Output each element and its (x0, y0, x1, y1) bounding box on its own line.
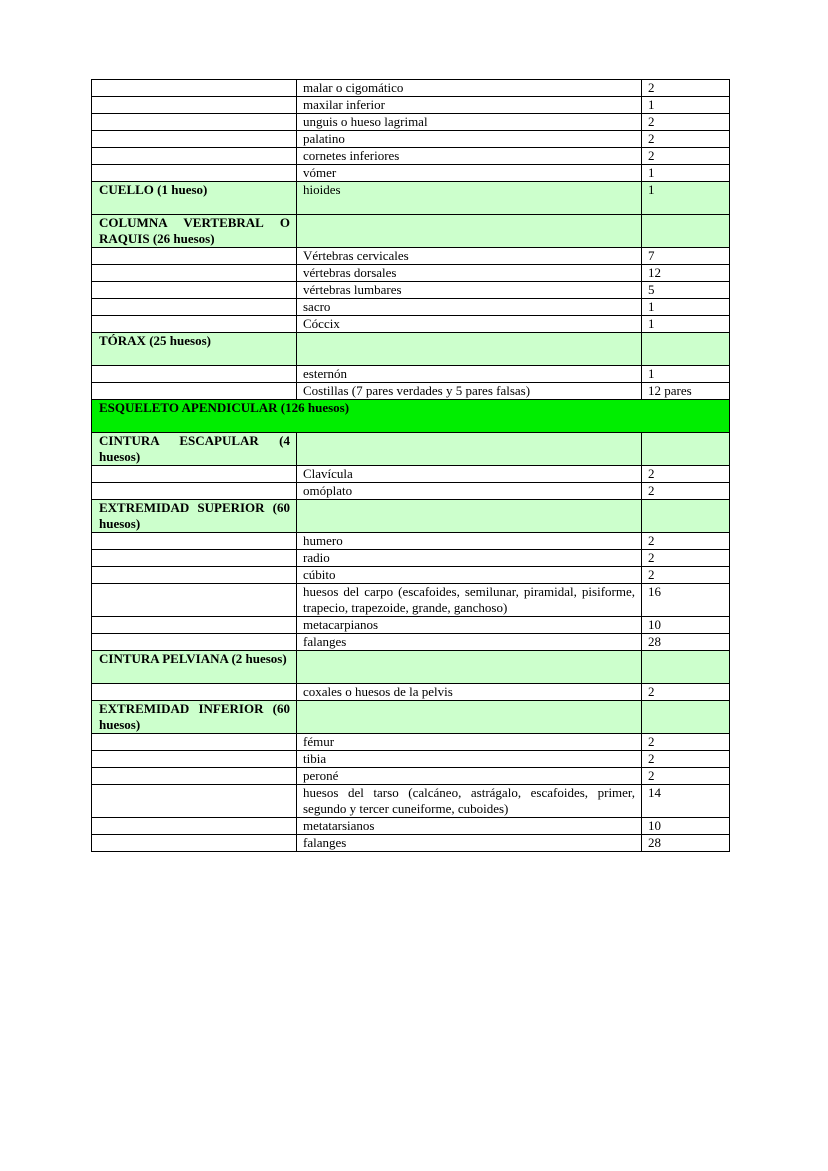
table-row (92, 768, 730, 785)
bone-name (297, 500, 642, 533)
section-category: CINTURA PELVIANA (2 huesos) (92, 651, 297, 684)
category-cell-empty (92, 835, 297, 852)
bones-table (91, 79, 730, 852)
bone-count: 10 (642, 617, 730, 634)
bone-name: esternón (297, 366, 642, 383)
bone-count: 2 (642, 751, 730, 768)
table-row (92, 684, 730, 701)
table-row (92, 131, 730, 148)
table-row (92, 818, 730, 835)
bone-name (297, 701, 642, 734)
category-cell-empty (92, 550, 297, 567)
bone-name: metatarsianos (297, 818, 642, 835)
bone-count (642, 651, 730, 684)
bone-count: 2 (642, 734, 730, 751)
bone-name: maxilar inferior (297, 97, 642, 114)
bone-name: sacro (297, 299, 642, 316)
category-cell-empty (92, 684, 297, 701)
bone-name: radio (297, 550, 642, 567)
bone-count: 5 (642, 282, 730, 299)
bone-name: fémur (297, 734, 642, 751)
table-row (92, 165, 730, 182)
bone-count (642, 701, 730, 734)
table-row (92, 550, 730, 567)
bone-count: 2 (642, 483, 730, 500)
table-row (92, 567, 730, 584)
category-cell-empty (92, 131, 297, 148)
table-row (92, 734, 730, 751)
bone-count: 2 (642, 684, 730, 701)
category-cell-empty (92, 818, 297, 835)
section-row (92, 500, 730, 533)
category-cell-empty (92, 282, 297, 299)
bone-count: 7 (642, 248, 730, 265)
bone-name: huesos del tarso (calcáneo, astrágalo, escafoides, primer, segundo y tercer cuneiforme, cuboides) (297, 785, 642, 818)
section-category: CUELLO (1 hueso) (92, 182, 297, 215)
table-row (92, 617, 730, 634)
bone-count: 14 (642, 785, 730, 818)
bone-name: vértebras lumbares (297, 282, 642, 299)
bone-count: 2 (642, 148, 730, 165)
category-cell-empty (92, 634, 297, 651)
bone-count: 2 (642, 550, 730, 567)
bone-count: 10 (642, 818, 730, 835)
bone-count: 2 (642, 131, 730, 148)
bone-name (297, 333, 642, 366)
bone-count: 28 (642, 634, 730, 651)
bone-name: unguis o hueso lagrimal (297, 114, 642, 131)
bone-name: hioides (297, 182, 642, 215)
category-cell-empty (92, 299, 297, 316)
category-cell-empty (92, 248, 297, 265)
bone-count: 2 (642, 80, 730, 97)
section-category: EXTREMIDAD INFERIOR (60 huesos) (92, 701, 297, 734)
category-cell-empty (92, 466, 297, 483)
bone-count: 12 (642, 265, 730, 282)
section-row (92, 701, 730, 734)
bone-count (642, 433, 730, 466)
bone-count: 2 (642, 114, 730, 131)
section-row (92, 433, 730, 466)
bone-count: 16 (642, 584, 730, 617)
bone-count: 2 (642, 768, 730, 785)
category-cell-empty (92, 148, 297, 165)
bone-name: falanges (297, 634, 642, 651)
bone-count: 2 (642, 567, 730, 584)
bone-name (297, 433, 642, 466)
bone-count: 1 (642, 316, 730, 333)
bones-table-body (92, 80, 730, 852)
bone-name (297, 215, 642, 248)
category-cell-empty (92, 97, 297, 114)
bone-count: 1 (642, 366, 730, 383)
table-row (92, 483, 730, 500)
category-cell-empty (92, 567, 297, 584)
table-row (92, 466, 730, 483)
category-cell-empty (92, 265, 297, 282)
table-row (92, 835, 730, 852)
bone-name: tibia (297, 751, 642, 768)
bone-count: 1 (642, 165, 730, 182)
bone-name: palatino (297, 131, 642, 148)
category-cell-empty (92, 80, 297, 97)
category-cell-empty (92, 533, 297, 550)
bone-name: falanges (297, 835, 642, 852)
category-cell-empty (92, 734, 297, 751)
table-row (92, 366, 730, 383)
section-row (92, 651, 730, 684)
section-category: COLUMNA VERTEBRAL O RAQUIS (26 huesos) (92, 215, 297, 248)
bone-name: Costillas (7 pares verdades y 5 pares falsas) (297, 383, 642, 400)
table-row (92, 114, 730, 131)
table-row (92, 383, 730, 400)
bone-name: vómer (297, 165, 642, 182)
table-row (92, 299, 730, 316)
table-row (92, 80, 730, 97)
bone-name: omóplato (297, 483, 642, 500)
bone-name: huesos del carpo (escafoides, semilunar, piramidal, pisiforme, trapecio, trapezoide, grande, ganchoso) (297, 584, 642, 617)
bone-count: 2 (642, 466, 730, 483)
category-cell-empty (92, 584, 297, 617)
category-cell-empty (92, 751, 297, 768)
section-row (92, 182, 730, 215)
section-row (92, 333, 730, 366)
table-row (92, 265, 730, 282)
table-row (92, 751, 730, 768)
section-category: EXTREMIDAD SUPERIOR (60 huesos) (92, 500, 297, 533)
bone-name: Clavícula (297, 466, 642, 483)
category-cell-empty (92, 483, 297, 500)
bone-name: humero (297, 533, 642, 550)
table-row (92, 248, 730, 265)
category-cell-empty (92, 316, 297, 333)
bone-count: 28 (642, 835, 730, 852)
table-row (92, 97, 730, 114)
table-row (92, 316, 730, 333)
category-cell-empty (92, 617, 297, 634)
category-cell-empty (92, 383, 297, 400)
bone-count (642, 500, 730, 533)
bone-count: 1 (642, 299, 730, 316)
section-category: TÓRAX (25 huesos) (92, 333, 297, 366)
table-row (92, 148, 730, 165)
table-row (92, 282, 730, 299)
bone-name: coxales o huesos de la pelvis (297, 684, 642, 701)
category-cell-empty (92, 165, 297, 182)
section-category: CINTURA ESCAPULAR (4 huesos) (92, 433, 297, 466)
table-row (92, 785, 730, 818)
table-row (92, 634, 730, 651)
bone-name: Cóccix (297, 316, 642, 333)
bone-count: 12 pares (642, 383, 730, 400)
category-cell-empty (92, 366, 297, 383)
bone-name: metacarpianos (297, 617, 642, 634)
bone-name: cornetes inferiores (297, 148, 642, 165)
bone-name (297, 651, 642, 684)
bone-name: cúbito (297, 567, 642, 584)
bone-count (642, 333, 730, 366)
bone-name: Vértebras cervicales (297, 248, 642, 265)
table-row (92, 533, 730, 550)
bone-count: 1 (642, 182, 730, 215)
category-cell-empty (92, 785, 297, 818)
bone-count (642, 215, 730, 248)
bone-count: 2 (642, 533, 730, 550)
section-row (92, 215, 730, 248)
bone-name: malar o cigomático (297, 80, 642, 97)
major-section-title: ESQUELETO APENDICULAR (126 huesos) (92, 400, 730, 433)
category-cell-empty (92, 768, 297, 785)
bone-name: vértebras dorsales (297, 265, 642, 282)
table-row (92, 584, 730, 617)
bone-name: peroné (297, 768, 642, 785)
bone-count: 1 (642, 97, 730, 114)
category-cell-empty (92, 114, 297, 131)
major-section-row (92, 400, 730, 433)
